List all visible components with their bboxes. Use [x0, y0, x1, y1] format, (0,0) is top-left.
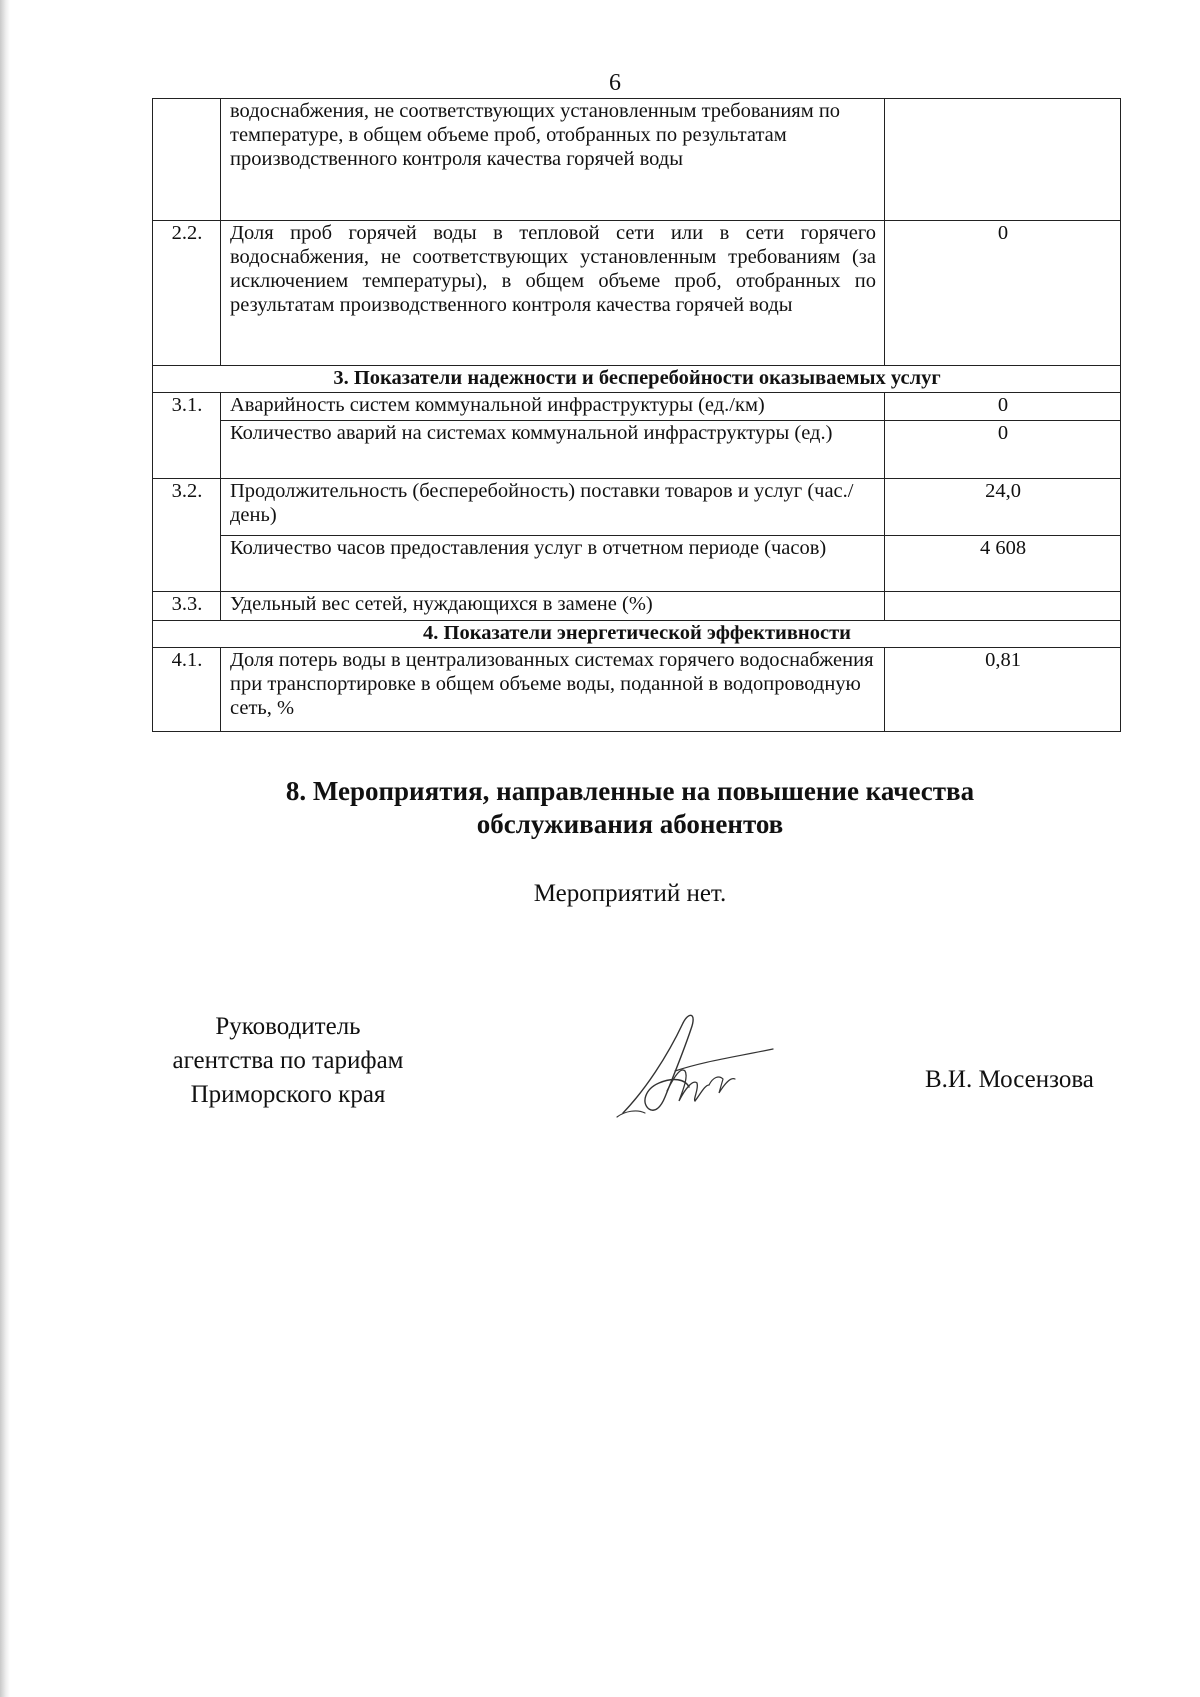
signer-name: В.И. Мосензова	[925, 1066, 1094, 1093]
row-description: водоснабжения, не соответствующих установленным требованиям по температуре, в общем объеме проб, отобранных по результатам производственного контроля качества горячей воды	[221, 99, 885, 221]
signer-title	[138, 1010, 438, 1112]
section-8-heading-line-1: 8. Мероприятия, направленные на повышение качества	[285, 776, 975, 806]
row-description: Удельный вес сетей, нуждающихся в замене (%)	[221, 592, 885, 621]
row-number: 2.2.	[153, 221, 221, 366]
page-number: 6	[609, 70, 621, 96]
row-description: Количество часов предоставления услуг в отчетном периоде (часов)	[221, 536, 885, 592]
row-value: 0,81	[885, 648, 1121, 732]
table-row	[153, 536, 1121, 592]
section-8-heading-line-2: обслуживания абонентов	[476, 809, 784, 839]
handwritten-signature	[615, 1005, 785, 1120]
row-number	[153, 99, 221, 221]
row-number: 3.2.	[153, 479, 221, 592]
row-value	[885, 99, 1121, 221]
section-heading: 3. Показатели надежности и бесперебойности оказываемых услуг	[153, 366, 1121, 393]
row-description: Доля проб горячей воды в тепловой сети или в сети горячего водоснабжения, не соответствующих установленным требованиям (за исключением температуры), в общем объеме проб, отобранных по результатам производственного контроля качества горячей воды	[221, 221, 885, 366]
scan-left-edge	[0, 0, 10, 1697]
row-number: 3.1.	[153, 393, 221, 479]
signer-title-line-1: Руководитель	[215, 1013, 361, 1040]
no-measures-text: Мероприятий нет.	[533, 880, 727, 907]
row-description: Продолжительность (бесперебойность) поставки товаров и услуг (час./день)	[221, 479, 885, 536]
section-heading: 4. Показатели энергетической эффективности	[153, 621, 1121, 648]
table-row	[153, 221, 1121, 366]
row-description: Количество аварий на системах коммунальной инфраструктуры (ед.)	[221, 421, 885, 479]
signer-title-line-2: агентства по тарифам	[172, 1047, 404, 1074]
table-row	[153, 393, 1121, 421]
table-row	[153, 592, 1121, 621]
table-row	[153, 479, 1121, 536]
table-row	[153, 99, 1121, 221]
row-value: 24,0	[885, 479, 1121, 536]
table-row	[153, 648, 1121, 732]
row-value: 0	[885, 221, 1121, 366]
row-description: Доля потерь воды в централизованных системах горячего водоснабжения при транспортировке в общем объеме воды, поданной в водопроводную сеть, %	[221, 648, 885, 732]
row-value: 0	[885, 421, 1121, 479]
row-description: Аварийность систем коммунальной инфраструктуры (ед./км)	[221, 393, 885, 421]
row-value: 0	[885, 393, 1121, 421]
indicators-table	[152, 98, 1121, 732]
row-value: 4 608	[885, 536, 1121, 592]
row-number: 4.1.	[153, 648, 221, 732]
row-number: 3.3.	[153, 592, 221, 621]
signer-title-line-3: Приморского края	[190, 1081, 386, 1108]
section-8-heading	[230, 775, 1030, 841]
row-value	[885, 592, 1121, 621]
table-section-row	[153, 366, 1121, 393]
table-section-row	[153, 621, 1121, 648]
table-row	[153, 421, 1121, 479]
